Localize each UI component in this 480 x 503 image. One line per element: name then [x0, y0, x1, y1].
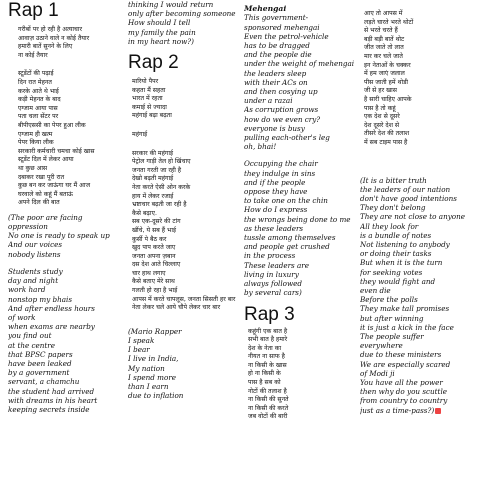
- lyric-line: गरीबों पर हो रही है अत्याचार: [18, 26, 82, 33]
- rap-2-hindi-intro: [132, 78, 242, 121]
- lyric-line: जनता अपना ज़बान: [132, 252, 176, 260]
- lyric-line: and the people die: [244, 50, 312, 60]
- lyric-line: due to these ministers: [360, 350, 442, 360]
- rap-2-hindi-verse: [132, 150, 242, 313]
- lyric-line: nobody listens: [8, 249, 61, 259]
- lyric-line: स्टूडेंट दिल में लेकर आया: [18, 156, 74, 164]
- lyric-line: oppression: [8, 222, 48, 232]
- lyric-line: the student had arrived: [8, 386, 95, 396]
- lyric-line: सब एक-दूसरे की टांग: [132, 218, 181, 226]
- lyric-line: दस देश आते चिल्लाए: [132, 261, 181, 269]
- lyric-line: पता चला सेंटर पर: [18, 113, 59, 121]
- rap-2-title: Rap 2: [128, 52, 179, 74]
- lyric-line: it is just a kick in the face: [360, 322, 454, 332]
- lyric-line: नेता करते ऐसी ओन करके: [132, 183, 191, 191]
- lyric-line: नेता लेकर चले आये चौपे लेकर चार बार: [132, 304, 221, 312]
- lyric-line: due to inflation: [128, 391, 184, 401]
- lyric-line: work hard: [8, 285, 46, 295]
- lyric-line: with their ACs on: [244, 77, 308, 87]
- lyric-line: with dreams in his heart: [8, 395, 98, 405]
- lyric-line: हाय में लेकर रजाई: [132, 192, 174, 200]
- lyric-line: These leaders are: [244, 260, 309, 270]
- lyric-line: when exams are nearby: [8, 322, 95, 332]
- lyric-line: आपस में करते चापलूस, जनता सिसती हर बार: [132, 295, 236, 303]
- lyric-line: कैसे बढ़ाए.: [132, 209, 157, 217]
- rap-3-title: Rap 3: [244, 303, 295, 325]
- lyric-line: and if the people: [244, 177, 306, 187]
- lyric-line: एक देश से दूसरे: [364, 113, 400, 121]
- lyric-line: nonstop my bhais: [8, 294, 73, 304]
- lyric-line: Before the polls: [360, 295, 418, 305]
- lyric-line: आवाज़ उठाने वाले न कोई तैयार: [18, 34, 90, 42]
- lyric-line: the wrongs being done to me: [244, 214, 351, 224]
- lyric-line: में हम जाएं जलाल: [364, 70, 405, 78]
- lyric-line: पास है तो कहूं: [364, 104, 396, 112]
- lyric-line: कुर्सी पे बैठ कर: [132, 235, 167, 243]
- lyric-line: गलती हो रहा है भाई: [132, 287, 178, 295]
- lyric-line: ना किसी की करते: [248, 404, 289, 412]
- lyric-line: सरकार की महंगाई: [132, 149, 173, 157]
- lyric-line: This government-: [244, 13, 309, 23]
- lyric-line: living in luxury: [244, 269, 299, 279]
- lyric-line: in the process: [244, 251, 296, 261]
- lyric-line: by several cars): [244, 288, 302, 298]
- lyric-line: तीसरे देश की तलाश: [364, 130, 410, 138]
- lyric-line: My nation: [128, 363, 165, 373]
- column-2: [128, 0, 242, 503]
- lyric-line: महंगाई: [132, 130, 148, 138]
- lyric-line: Occupying the chair: [244, 159, 318, 169]
- lyric-line: जनता गरती जा रही है: [132, 166, 182, 174]
- lyric-line: for seeking votes: [360, 267, 423, 277]
- rap-2-english-continuation: [244, 159, 356, 297]
- lyric-line: always followed: [244, 279, 302, 289]
- lyric-line: But when it is the turn: [360, 258, 443, 268]
- lyric-line: keeping secrets inside: [8, 404, 90, 414]
- lyric-line: दिन रात मेहनत: [18, 78, 52, 86]
- lyric-line: We are especially scared: [360, 359, 451, 369]
- lyric-line: How should I tell: [128, 18, 191, 28]
- lyric-line: एग्जाम ही खत्म: [18, 130, 53, 138]
- lyric-line: हमारी बातें सुनने के लिए: [18, 43, 73, 51]
- lyric-line: में सब टाइम पास है: [364, 138, 408, 146]
- lyric-line: tussle among themselves: [244, 233, 336, 243]
- lyric-line: दबाकर रखा पूरी रात: [18, 173, 65, 181]
- lyric-line: is a bundle of notes: [360, 230, 432, 240]
- lyric-line: All they look for: [360, 221, 419, 231]
- lyric-line: I spend more: [128, 372, 177, 382]
- column-1: [8, 0, 122, 503]
- lyric-line: बड़ी बड़ी बातें थोट: [364, 35, 405, 43]
- column-3: [244, 0, 356, 503]
- lyric-line: everyone is busy: [244, 123, 305, 133]
- lyric-line: ना किसी के खास: [248, 361, 287, 369]
- lyric-line: जब वोटों की बारी: [248, 413, 288, 421]
- lyric-line: पेट्रोल गाड़ी तेल हो खिंचाए: [132, 158, 191, 166]
- lyric-line: they indulge in sins: [244, 168, 316, 178]
- lyric-line: I speak: [128, 336, 155, 346]
- lyric-line: कुछ बन कर जाऊंगा घर मैं आज: [18, 182, 91, 190]
- lyric-line: everywhere: [360, 341, 403, 351]
- lyric-line: just as a time-pass?): [360, 406, 478, 415]
- column-4: [360, 0, 478, 503]
- lyric-line: As corruption grows: [244, 105, 319, 115]
- rap-3-english-verse: [360, 176, 478, 415]
- rap-1-hindi-intro: [18, 26, 122, 60]
- rap-2-english-mehengai: [244, 13, 356, 151]
- lyric-line: सभी बात है हमारे: [248, 336, 288, 344]
- rap-3-hindi-verse: [248, 328, 356, 423]
- lyric-line: in my heart now?): [128, 36, 194, 46]
- lyric-line: I bear: [128, 345, 150, 355]
- lyric-line: from country to country: [360, 396, 448, 406]
- lyric-line: था कुछ आस: [18, 164, 48, 172]
- lyric-line: जी से हर खास: [364, 87, 397, 95]
- lyric-line: कहूंगी एक बात है: [248, 327, 288, 335]
- lyric-line: ना किसी की सुनते: [248, 396, 289, 404]
- lyric-line: They don't belong: [360, 203, 426, 213]
- lyric-line: खुद पाप करते जाए: [132, 244, 176, 252]
- lyric-line: only after becoming someone: [128, 9, 236, 19]
- lyric-line: एग्जाम आया पास: [18, 104, 58, 112]
- lyric-line: then why do you scuttle: [360, 387, 447, 397]
- lyric-line: And after endless hours: [8, 303, 95, 313]
- lyric-line: They make tall promises: [360, 304, 450, 314]
- lyric-line: अपने दिल की बात: [18, 199, 60, 207]
- lyric-line: And our voices: [8, 240, 63, 250]
- lyric-line: I live in India,: [128, 354, 179, 364]
- lyric-line: भारत में रहता: [132, 95, 163, 103]
- lyric-line: Students study: [8, 266, 63, 276]
- lyric-line: to take one on the chin: [244, 196, 328, 206]
- lyric-line: servant, a chamchu: [8, 377, 80, 387]
- lyric-line: स्टूडेंटों की पढ़ाई: [18, 70, 54, 78]
- lyric-line: don't have good intentions: [360, 193, 457, 203]
- lyric-line: Even the petrol-vehicle: [244, 31, 329, 41]
- lyric-line: you find out: [8, 331, 52, 341]
- lyric-line: the leaders sleep: [244, 68, 307, 78]
- lyric-line: day and night: [8, 276, 59, 286]
- lyric-line: देखो बढ़ती महंगाई: [132, 175, 174, 183]
- lyric-line: देश के नेता का: [248, 344, 282, 352]
- lyric-line: of Modi ji: [360, 368, 395, 378]
- lyric-line: Not listening to anybody: [360, 239, 450, 249]
- lyric-line: oh, bhai!: [244, 142, 277, 152]
- lyric-line: महंगाई बढ़ा बढ़ता: [132, 112, 172, 120]
- lyric-line: (It is a bitter truth: [360, 175, 427, 185]
- lyric-line: आए तो आपस में: [364, 10, 403, 17]
- lyric-line: देश दूसरे देश से: [364, 121, 400, 129]
- lyric-line: than I earn: [128, 382, 169, 392]
- lyric-line: The people suffer: [360, 331, 424, 341]
- lyric-line: even die: [360, 285, 391, 295]
- rap-1-title: Rap 1: [8, 0, 59, 21]
- rap-3-hindi-continuation: [364, 10, 478, 148]
- rap-1-english-verse: [8, 267, 122, 414]
- lyric-line: and people get crushed: [244, 242, 330, 252]
- lyric-line: लड़ते चारते भरते थोटों: [364, 18, 414, 26]
- lyric-line: करके आते थे भाई: [18, 87, 59, 95]
- lyric-line: खींचे, ये सब हैं भाई: [132, 226, 177, 234]
- rap-1-english-continuation: [128, 0, 242, 46]
- lyric-line: thinking I would return: [128, 0, 214, 9]
- lyric-line: चार हाथ लगाए: [132, 269, 166, 277]
- lyric-line: ना कोई तैयार: [18, 51, 48, 59]
- lyric-line: (Mario Rapper: [128, 326, 182, 336]
- red-square-emoji-icon: [435, 408, 441, 414]
- lyric-line: घरवाले को कहूं मैं बताऊं: [18, 190, 73, 198]
- rap-2-english-verse: [128, 327, 242, 401]
- lyric-line: इन नेताओं के चक्कर: [364, 61, 411, 69]
- lyric-line: है सारी चाहिए आपके: [364, 95, 412, 103]
- lyric-line: कहता मैं सहता: [132, 86, 166, 94]
- lyric-line: under a razai: [244, 96, 293, 106]
- lyric-line: how do we even cry?: [244, 114, 321, 124]
- lyric-line: sponsored mehengai: [244, 22, 320, 32]
- lyric-line: (The poor are facing: [8, 212, 83, 222]
- lyric-line: of work: [8, 312, 36, 322]
- lyric-line: pulling each-other's leg: [244, 133, 330, 143]
- lyric-line: at the centre: [8, 340, 55, 350]
- lyric-line: कड़ी मेहनत के बाद: [18, 96, 61, 104]
- lyric-line: but after winning: [360, 313, 424, 323]
- mehengai-title: Mehengai: [244, 4, 287, 13]
- lyric-line: under the weight of mehengai: [244, 59, 355, 69]
- lyric-line: सरकारी कर्मचारी चमचा कोई खास: [18, 147, 95, 155]
- lyric-line: They are not close to anyone: [360, 212, 465, 222]
- lyric-line: मार कर चले जाते: [364, 52, 403, 60]
- lyric-line: कैसे बताए मेरे साथ: [132, 278, 175, 286]
- rap-2-hindi-heading: [132, 131, 242, 140]
- lyric-line: नीयत ना साफ है: [248, 353, 285, 361]
- lyric-line: the leaders of our nation: [360, 184, 451, 194]
- lyric-line: my family the pain: [128, 27, 196, 37]
- lyric-line: मारियो पैपर: [132, 78, 159, 86]
- lyric-line: पास है सब को: [248, 379, 281, 387]
- lyric-line: पेपर किया लीक: [18, 139, 54, 147]
- lyric-line: हो ना किसी के: [248, 370, 281, 378]
- lyric-line: जीत जाते तो लात: [364, 44, 404, 52]
- lyric-line: भ्रष्टाचार बढ़ती जा रही है: [132, 201, 187, 209]
- lyric-line: से भरते चरते हैं: [364, 27, 398, 35]
- rap-1-english-intro: [8, 213, 122, 259]
- rap-1-hindi-verse: [18, 70, 122, 208]
- lyric-line: have been leaked: [8, 358, 72, 368]
- lyric-line: and then cosying up: [244, 87, 318, 97]
- lyric-line: that BPSC papers: [8, 349, 73, 359]
- lyric-line: नोटों की तलाश है: [248, 387, 287, 395]
- lyric-line: बीपीएससी का पेपर हुआ लीक: [18, 121, 86, 129]
- lyric-line: has to be dragged: [244, 41, 310, 51]
- lyric-line: No one is ready to speak up: [8, 231, 110, 241]
- lyric-line: by a government: [8, 368, 70, 378]
- lyric-line: oppose they have: [244, 187, 308, 197]
- lyric-line: they would fight and: [360, 276, 436, 286]
- lyric-line: कमाई से ज्यादा: [132, 103, 167, 111]
- lyric-line: How do I express: [244, 205, 308, 215]
- lyric-line: You have all the power: [360, 377, 443, 387]
- lyric-line: as these leaders: [244, 223, 304, 233]
- lyric-line: पीस जाती हमें थोडी: [364, 78, 408, 86]
- lyric-line: or doing their tasks: [360, 249, 432, 259]
